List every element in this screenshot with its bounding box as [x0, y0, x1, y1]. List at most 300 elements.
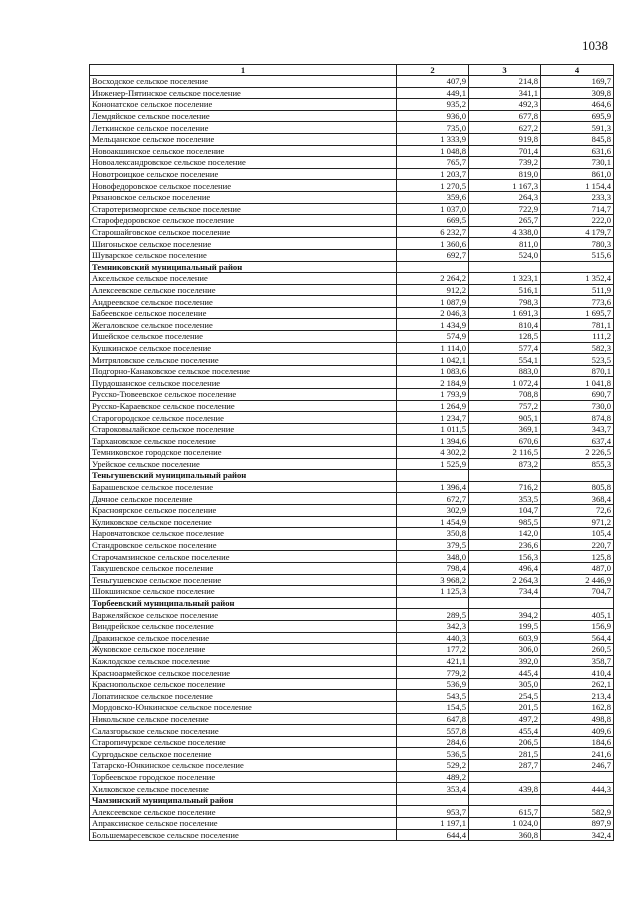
- value-col-3-cell: 1 323,1: [469, 273, 541, 285]
- value-col-3-cell: 810,4: [469, 319, 541, 331]
- settlement-name-cell: Наровчатовское сельское поселение: [90, 528, 397, 540]
- column-header: 4: [541, 65, 614, 76]
- value-col-3-cell: [469, 771, 541, 783]
- value-col-4-cell: 169,7: [541, 76, 614, 88]
- value-col-4-cell: 845,8: [541, 133, 614, 145]
- value-col-4-cell: 1 352,4: [541, 273, 614, 285]
- value-col-2-cell: [397, 794, 469, 806]
- settlement-name-cell: Стандровское сельское поселение: [90, 539, 397, 551]
- value-col-2-cell: 669,5: [397, 215, 469, 227]
- value-col-2-cell: 177,2: [397, 644, 469, 656]
- value-col-2-cell: [397, 470, 469, 482]
- value-col-4-cell: 1 041,8: [541, 377, 614, 389]
- table-row: [90, 829, 614, 841]
- value-col-2-cell: 779,2: [397, 667, 469, 679]
- settlement-name-cell: Митряловское сельское поселение: [90, 354, 397, 366]
- district-heading-row: [90, 794, 614, 806]
- table-row: [90, 562, 614, 574]
- value-col-2-cell: 421,1: [397, 655, 469, 667]
- value-col-2-cell: 1 434,9: [397, 319, 469, 331]
- value-col-4-cell: 444,3: [541, 783, 614, 795]
- value-col-4-cell: 343,7: [541, 423, 614, 435]
- table-row: [90, 528, 614, 540]
- value-col-2-cell: 1 396,4: [397, 481, 469, 493]
- value-col-3-cell: 254,5: [469, 690, 541, 702]
- value-col-3-cell: 236,6: [469, 539, 541, 551]
- settlement-name-cell: Лопатинское сельское поселение: [90, 690, 397, 702]
- value-col-4-cell: 780,3: [541, 238, 614, 250]
- value-col-2-cell: 543,5: [397, 690, 469, 702]
- settlement-name-cell: Новофедоровское сельское поселение: [90, 180, 397, 192]
- value-col-2-cell: 1 454,9: [397, 516, 469, 528]
- value-col-2-cell: 2 184,9: [397, 377, 469, 389]
- value-col-4-cell: 358,7: [541, 655, 614, 667]
- value-col-3-cell: 445,4: [469, 667, 541, 679]
- table-row: [90, 760, 614, 772]
- settlement-name-cell: Салазгорьское сельское поселение: [90, 725, 397, 737]
- value-col-3-cell: 455,4: [469, 725, 541, 737]
- table-row: [90, 400, 614, 412]
- value-col-2-cell: 449,1: [397, 87, 469, 99]
- settlement-name-cell: Краснопольское сельское поселение: [90, 678, 397, 690]
- value-col-3-cell: 392,0: [469, 655, 541, 667]
- value-col-3-cell: 201,5: [469, 702, 541, 714]
- value-col-4-cell: [541, 794, 614, 806]
- value-col-3-cell: 360,8: [469, 829, 541, 841]
- value-col-3-cell: 128,5: [469, 331, 541, 343]
- settlement-name-cell: Инженер-Пятинское сельское поселение: [90, 87, 397, 99]
- value-col-2-cell: 672,7: [397, 493, 469, 505]
- budget-table: [89, 64, 614, 841]
- page-number: 1038: [582, 38, 608, 53]
- table-row: [90, 319, 614, 331]
- value-col-4-cell: 564,4: [541, 632, 614, 644]
- value-col-2-cell: 2 264,2: [397, 273, 469, 285]
- settlement-name-cell: Старогородское сельское поселение: [90, 412, 397, 424]
- value-col-2-cell: 1 793,9: [397, 389, 469, 401]
- settlement-name-cell: Большемаресевское сельское поселение: [90, 829, 397, 841]
- value-col-3-cell: 353,5: [469, 493, 541, 505]
- value-col-3-cell: 677,8: [469, 110, 541, 122]
- value-col-2-cell: 529,2: [397, 760, 469, 772]
- table-row: [90, 678, 614, 690]
- table-row: [90, 87, 614, 99]
- table-row: [90, 481, 614, 493]
- value-col-2-cell: 302,9: [397, 504, 469, 516]
- value-col-3-cell: [469, 470, 541, 482]
- settlement-name-cell: Староковылайское сельское поселение: [90, 423, 397, 435]
- value-col-3-cell: 394,2: [469, 609, 541, 621]
- table-row: [90, 99, 614, 111]
- value-col-4-cell: 773,6: [541, 296, 614, 308]
- table-row: [90, 458, 614, 470]
- value-col-4-cell: 2 446,9: [541, 574, 614, 586]
- value-col-3-cell: 516,1: [469, 284, 541, 296]
- value-col-2-cell: 1 234,7: [397, 412, 469, 424]
- table-row: [90, 354, 614, 366]
- value-col-4-cell: 523,5: [541, 354, 614, 366]
- value-col-4-cell: 72,6: [541, 504, 614, 516]
- settlement-name-cell: Апраксинское сельское поселение: [90, 818, 397, 830]
- value-col-3-cell: 206,5: [469, 736, 541, 748]
- value-col-4-cell: 637,4: [541, 435, 614, 447]
- value-col-2-cell: 536,5: [397, 748, 469, 760]
- settlement-name-cell: Алексеевское сельское поселение: [90, 284, 397, 296]
- value-col-3-cell: 492,3: [469, 99, 541, 111]
- settlement-name-cell: Виндрейское сельское поселение: [90, 620, 397, 632]
- table-row: [90, 702, 614, 714]
- value-col-3-cell: 341,1: [469, 87, 541, 99]
- table-row: [90, 586, 614, 598]
- value-col-3-cell: 811,0: [469, 238, 541, 250]
- settlement-name-cell: Шигоньское сельское поселение: [90, 238, 397, 250]
- value-col-2-cell: 407,9: [397, 76, 469, 88]
- value-col-2-cell: 2 046,3: [397, 307, 469, 319]
- settlement-name-cell: Торбеевский муниципальный район: [90, 597, 397, 609]
- value-col-2-cell: 536,9: [397, 678, 469, 690]
- table-row: [90, 504, 614, 516]
- settlement-name-cell: Урейское сельское поселение: [90, 458, 397, 470]
- settlement-name-cell: Такушевское сельское поселение: [90, 562, 397, 574]
- table-row: [90, 539, 614, 551]
- value-col-4-cell: 156,9: [541, 620, 614, 632]
- settlement-name-cell: Сургодьское сельское поселение: [90, 748, 397, 760]
- table-row: [90, 238, 614, 250]
- value-col-4-cell: 222,0: [541, 215, 614, 227]
- value-col-2-cell: 936,0: [397, 110, 469, 122]
- column-header: 1: [90, 65, 397, 76]
- value-col-2-cell: 350,8: [397, 528, 469, 540]
- settlement-name-cell: Хилковское сельское поселение: [90, 783, 397, 795]
- settlement-name-cell: Кононатское сельское поселение: [90, 99, 397, 111]
- settlement-name-cell: Тархановское сельское поселение: [90, 435, 397, 447]
- value-col-3-cell: 716,2: [469, 481, 541, 493]
- value-col-2-cell: 6 232,7: [397, 226, 469, 238]
- settlement-name-cell: Пурдошанское сельское поселение: [90, 377, 397, 389]
- value-col-3-cell: 577,4: [469, 342, 541, 354]
- value-col-3-cell: 985,5: [469, 516, 541, 528]
- settlement-name-cell: Рязановское сельское поселение: [90, 191, 397, 203]
- value-col-4-cell: 781,1: [541, 319, 614, 331]
- table-row: [90, 644, 614, 656]
- settlement-name-cell: Чамзинский муниципальный район: [90, 794, 397, 806]
- value-col-2-cell: 289,5: [397, 609, 469, 621]
- table-row: [90, 412, 614, 424]
- value-col-3-cell: [469, 261, 541, 273]
- value-col-2-cell: 1 525,9: [397, 458, 469, 470]
- table-row: [90, 365, 614, 377]
- value-col-2-cell: 4 302,2: [397, 447, 469, 459]
- value-col-4-cell: 805,8: [541, 481, 614, 493]
- value-col-3-cell: 798,3: [469, 296, 541, 308]
- value-col-4-cell: [541, 470, 614, 482]
- settlement-name-cell: Русско-Караевское сельское поселение: [90, 400, 397, 412]
- value-col-4-cell: 870,1: [541, 365, 614, 377]
- settlement-name-cell: Подгорно-Канаковское сельское поселение: [90, 365, 397, 377]
- value-col-3-cell: 883,0: [469, 365, 541, 377]
- table-row: [90, 273, 614, 285]
- value-col-2-cell: 379,5: [397, 539, 469, 551]
- settlement-name-cell: Кушкинское сельское поселение: [90, 342, 397, 354]
- table-body: [90, 76, 614, 841]
- value-col-3-cell: 439,8: [469, 783, 541, 795]
- table-row: [90, 713, 614, 725]
- table-row: [90, 736, 614, 748]
- value-col-4-cell: 695,9: [541, 110, 614, 122]
- table-row: [90, 447, 614, 459]
- value-col-4-cell: [541, 597, 614, 609]
- settlement-name-cell: Мельцанское сельское поселение: [90, 133, 397, 145]
- value-col-4-cell: 730,0: [541, 400, 614, 412]
- table-row: [90, 609, 614, 621]
- value-col-3-cell: 734,4: [469, 586, 541, 598]
- value-col-2-cell: 1 087,9: [397, 296, 469, 308]
- value-col-2-cell: 765,7: [397, 157, 469, 169]
- value-col-3-cell: 905,1: [469, 412, 541, 424]
- table-row: [90, 551, 614, 563]
- value-col-4-cell: 111,2: [541, 331, 614, 343]
- value-col-2-cell: 1 125,3: [397, 586, 469, 598]
- settlement-name-cell: Жегаловское сельское поселение: [90, 319, 397, 331]
- value-col-4-cell: 690,7: [541, 389, 614, 401]
- table-row: [90, 818, 614, 830]
- value-col-4-cell: 4 179,7: [541, 226, 614, 238]
- value-col-2-cell: 735,0: [397, 122, 469, 134]
- value-col-3-cell: 104,7: [469, 504, 541, 516]
- value-col-4-cell: 1 695,7: [541, 307, 614, 319]
- settlement-name-cell: Старочамзинское сельское поселение: [90, 551, 397, 563]
- settlement-name-cell: Бабеевское сельское поселение: [90, 307, 397, 319]
- value-col-2-cell: 1 114,0: [397, 342, 469, 354]
- value-col-3-cell: 1 691,3: [469, 307, 541, 319]
- table-row: [90, 748, 614, 760]
- value-col-3-cell: 142,0: [469, 528, 541, 540]
- settlement-name-cell: Мордовско-Юнкинское сельское поселение: [90, 702, 397, 714]
- value-col-3-cell: 2 264,3: [469, 574, 541, 586]
- settlement-name-cell: Никольское сельское поселение: [90, 713, 397, 725]
- value-col-4-cell: 498,8: [541, 713, 614, 725]
- value-col-3-cell: 615,7: [469, 806, 541, 818]
- value-col-2-cell: 1 333,9: [397, 133, 469, 145]
- table-row: [90, 284, 614, 296]
- table-row: [90, 203, 614, 215]
- value-col-4-cell: 730,1: [541, 157, 614, 169]
- value-col-2-cell: 644,4: [397, 829, 469, 841]
- value-col-2-cell: 912,2: [397, 284, 469, 296]
- value-col-2-cell: 342,3: [397, 620, 469, 632]
- value-col-4-cell: 2 226,5: [541, 447, 614, 459]
- settlement-name-cell: Дачное сельское поселение: [90, 493, 397, 505]
- settlement-name-cell: Лемдяйское сельское поселение: [90, 110, 397, 122]
- settlement-name-cell: Жуковское сельское поселение: [90, 644, 397, 656]
- value-col-4-cell: 262,1: [541, 678, 614, 690]
- value-col-3-cell: 2 116,5: [469, 447, 541, 459]
- value-col-4-cell: 591,3: [541, 122, 614, 134]
- value-col-2-cell: 1 360,6: [397, 238, 469, 250]
- value-col-4-cell: 515,6: [541, 249, 614, 261]
- value-col-4-cell: 1 154,4: [541, 180, 614, 192]
- table-row: [90, 145, 614, 157]
- value-col-3-cell: 199,5: [469, 620, 541, 632]
- value-col-3-cell: 496,4: [469, 562, 541, 574]
- value-col-3-cell: 524,0: [469, 249, 541, 261]
- value-col-4-cell: 487,0: [541, 562, 614, 574]
- value-col-4-cell: 861,0: [541, 168, 614, 180]
- value-col-3-cell: 281,5: [469, 748, 541, 760]
- settlement-name-cell: Шуварское сельское поселение: [90, 249, 397, 261]
- settlement-name-cell: Старотеризморгское сельское поселение: [90, 203, 397, 215]
- value-col-2-cell: 798,4: [397, 562, 469, 574]
- value-col-4-cell: 342,4: [541, 829, 614, 841]
- table-row: [90, 110, 614, 122]
- value-col-3-cell: 757,2: [469, 400, 541, 412]
- settlement-name-cell: Кажлодское сельское поселение: [90, 655, 397, 667]
- settlement-name-cell: Русско-Тювеевское сельское поселение: [90, 389, 397, 401]
- table-row: [90, 342, 614, 354]
- value-col-4-cell: 855,3: [541, 458, 614, 470]
- value-col-2-cell: [397, 261, 469, 273]
- settlement-name-cell: Восходское сельское поселение: [90, 76, 397, 88]
- value-col-4-cell: 213,4: [541, 690, 614, 702]
- value-col-4-cell: 971,2: [541, 516, 614, 528]
- table-row: [90, 168, 614, 180]
- table-row: [90, 249, 614, 261]
- value-col-3-cell: 1 167,3: [469, 180, 541, 192]
- value-col-4-cell: 184,6: [541, 736, 614, 748]
- value-col-3-cell: 497,2: [469, 713, 541, 725]
- table-row: [90, 122, 614, 134]
- table-row: [90, 296, 614, 308]
- value-col-2-cell: 440,3: [397, 632, 469, 644]
- value-col-2-cell: 1 011,5: [397, 423, 469, 435]
- value-col-3-cell: 722,9: [469, 203, 541, 215]
- table-row: [90, 806, 614, 818]
- header-row: [90, 65, 614, 76]
- value-col-2-cell: 353,4: [397, 783, 469, 795]
- district-heading-row: [90, 597, 614, 609]
- settlement-name-cell: Дракинское сельское поселение: [90, 632, 397, 644]
- settlement-name-cell: Новоакшинское сельское поселение: [90, 145, 397, 157]
- value-col-2-cell: 1 037,0: [397, 203, 469, 215]
- table-row: [90, 725, 614, 737]
- value-col-4-cell: 368,4: [541, 493, 614, 505]
- value-col-4-cell: 410,4: [541, 667, 614, 679]
- table-row: [90, 215, 614, 227]
- value-col-3-cell: 306,0: [469, 644, 541, 656]
- value-col-3-cell: 1 024,0: [469, 818, 541, 830]
- settlement-name-cell: Старофедоровское сельское поселение: [90, 215, 397, 227]
- value-col-2-cell: 692,7: [397, 249, 469, 261]
- value-col-4-cell: 125,8: [541, 551, 614, 563]
- settlement-name-cell: Новоалександровское сельское поселение: [90, 157, 397, 169]
- value-col-4-cell: [541, 771, 614, 783]
- value-col-2-cell: 1 264,9: [397, 400, 469, 412]
- value-col-3-cell: 739,2: [469, 157, 541, 169]
- value-col-3-cell: 819,0: [469, 168, 541, 180]
- table-row: [90, 157, 614, 169]
- value-col-3-cell: 305,0: [469, 678, 541, 690]
- table-row: [90, 655, 614, 667]
- table-row: [90, 574, 614, 586]
- district-heading-row: [90, 261, 614, 273]
- table-row: [90, 435, 614, 447]
- table-row: [90, 493, 614, 505]
- value-col-3-cell: 603,9: [469, 632, 541, 644]
- table-row: [90, 423, 614, 435]
- value-col-3-cell: [469, 597, 541, 609]
- value-col-3-cell: 156,3: [469, 551, 541, 563]
- settlement-name-cell: Татарско-Юнкинское сельское поселение: [90, 760, 397, 772]
- value-col-4-cell: 874,8: [541, 412, 614, 424]
- settlement-name-cell: Торбеевское городское поселение: [90, 771, 397, 783]
- settlement-name-cell: Барашевское сельское поселение: [90, 481, 397, 493]
- value-col-2-cell: 3 968,2: [397, 574, 469, 586]
- value-col-2-cell: 557,8: [397, 725, 469, 737]
- value-col-2-cell: 154,5: [397, 702, 469, 714]
- value-col-3-cell: 627,2: [469, 122, 541, 134]
- table-row: [90, 331, 614, 343]
- value-col-4-cell: 246,7: [541, 760, 614, 772]
- value-col-3-cell: 1 072,4: [469, 377, 541, 389]
- district-heading-row: [90, 470, 614, 482]
- value-col-2-cell: 1 270,5: [397, 180, 469, 192]
- settlement-name-cell: Теньгушевский муниципальный район: [90, 470, 397, 482]
- value-col-4-cell: 897,9: [541, 818, 614, 830]
- table-row: [90, 76, 614, 88]
- value-col-2-cell: 953,7: [397, 806, 469, 818]
- value-col-3-cell: 265,7: [469, 215, 541, 227]
- table-row: [90, 180, 614, 192]
- value-col-4-cell: 582,3: [541, 342, 614, 354]
- table-row: [90, 389, 614, 401]
- value-col-2-cell: 1 083,6: [397, 365, 469, 377]
- value-col-4-cell: 464,6: [541, 99, 614, 111]
- settlement-name-cell: Красноармейское сельское поселение: [90, 667, 397, 679]
- value-col-2-cell: 647,8: [397, 713, 469, 725]
- value-col-2-cell: 1 048,8: [397, 145, 469, 157]
- value-col-3-cell: 369,1: [469, 423, 541, 435]
- value-col-4-cell: 260,5: [541, 644, 614, 656]
- value-col-2-cell: 935,2: [397, 99, 469, 111]
- value-col-3-cell: 554,1: [469, 354, 541, 366]
- settlement-name-cell: Аксельское сельское поселение: [90, 273, 397, 285]
- value-col-3-cell: 264,3: [469, 191, 541, 203]
- value-col-3-cell: 708,8: [469, 389, 541, 401]
- value-col-3-cell: 287,7: [469, 760, 541, 772]
- value-col-3-cell: 873,2: [469, 458, 541, 470]
- value-col-2-cell: 359,6: [397, 191, 469, 203]
- value-col-2-cell: 284,6: [397, 736, 469, 748]
- value-col-4-cell: 220,7: [541, 539, 614, 551]
- settlement-name-cell: Алексеевское сельское поселение: [90, 806, 397, 818]
- value-col-2-cell: 1 203,7: [397, 168, 469, 180]
- value-col-2-cell: 348,0: [397, 551, 469, 563]
- settlement-name-cell: Старошайговское сельское поселение: [90, 226, 397, 238]
- table-row: [90, 516, 614, 528]
- value-col-4-cell: 241,6: [541, 748, 614, 760]
- value-col-4-cell: 162,8: [541, 702, 614, 714]
- table-row: [90, 307, 614, 319]
- settlement-name-cell: Темниковское городское поселение: [90, 447, 397, 459]
- table-row: [90, 377, 614, 389]
- column-header: 3: [469, 65, 541, 76]
- settlement-name-cell: Леткинское сельское поселение: [90, 122, 397, 134]
- table-row: [90, 632, 614, 644]
- value-col-4-cell: 631,6: [541, 145, 614, 157]
- table-row: [90, 771, 614, 783]
- value-col-3-cell: 919,8: [469, 133, 541, 145]
- value-col-3-cell: 214,8: [469, 76, 541, 88]
